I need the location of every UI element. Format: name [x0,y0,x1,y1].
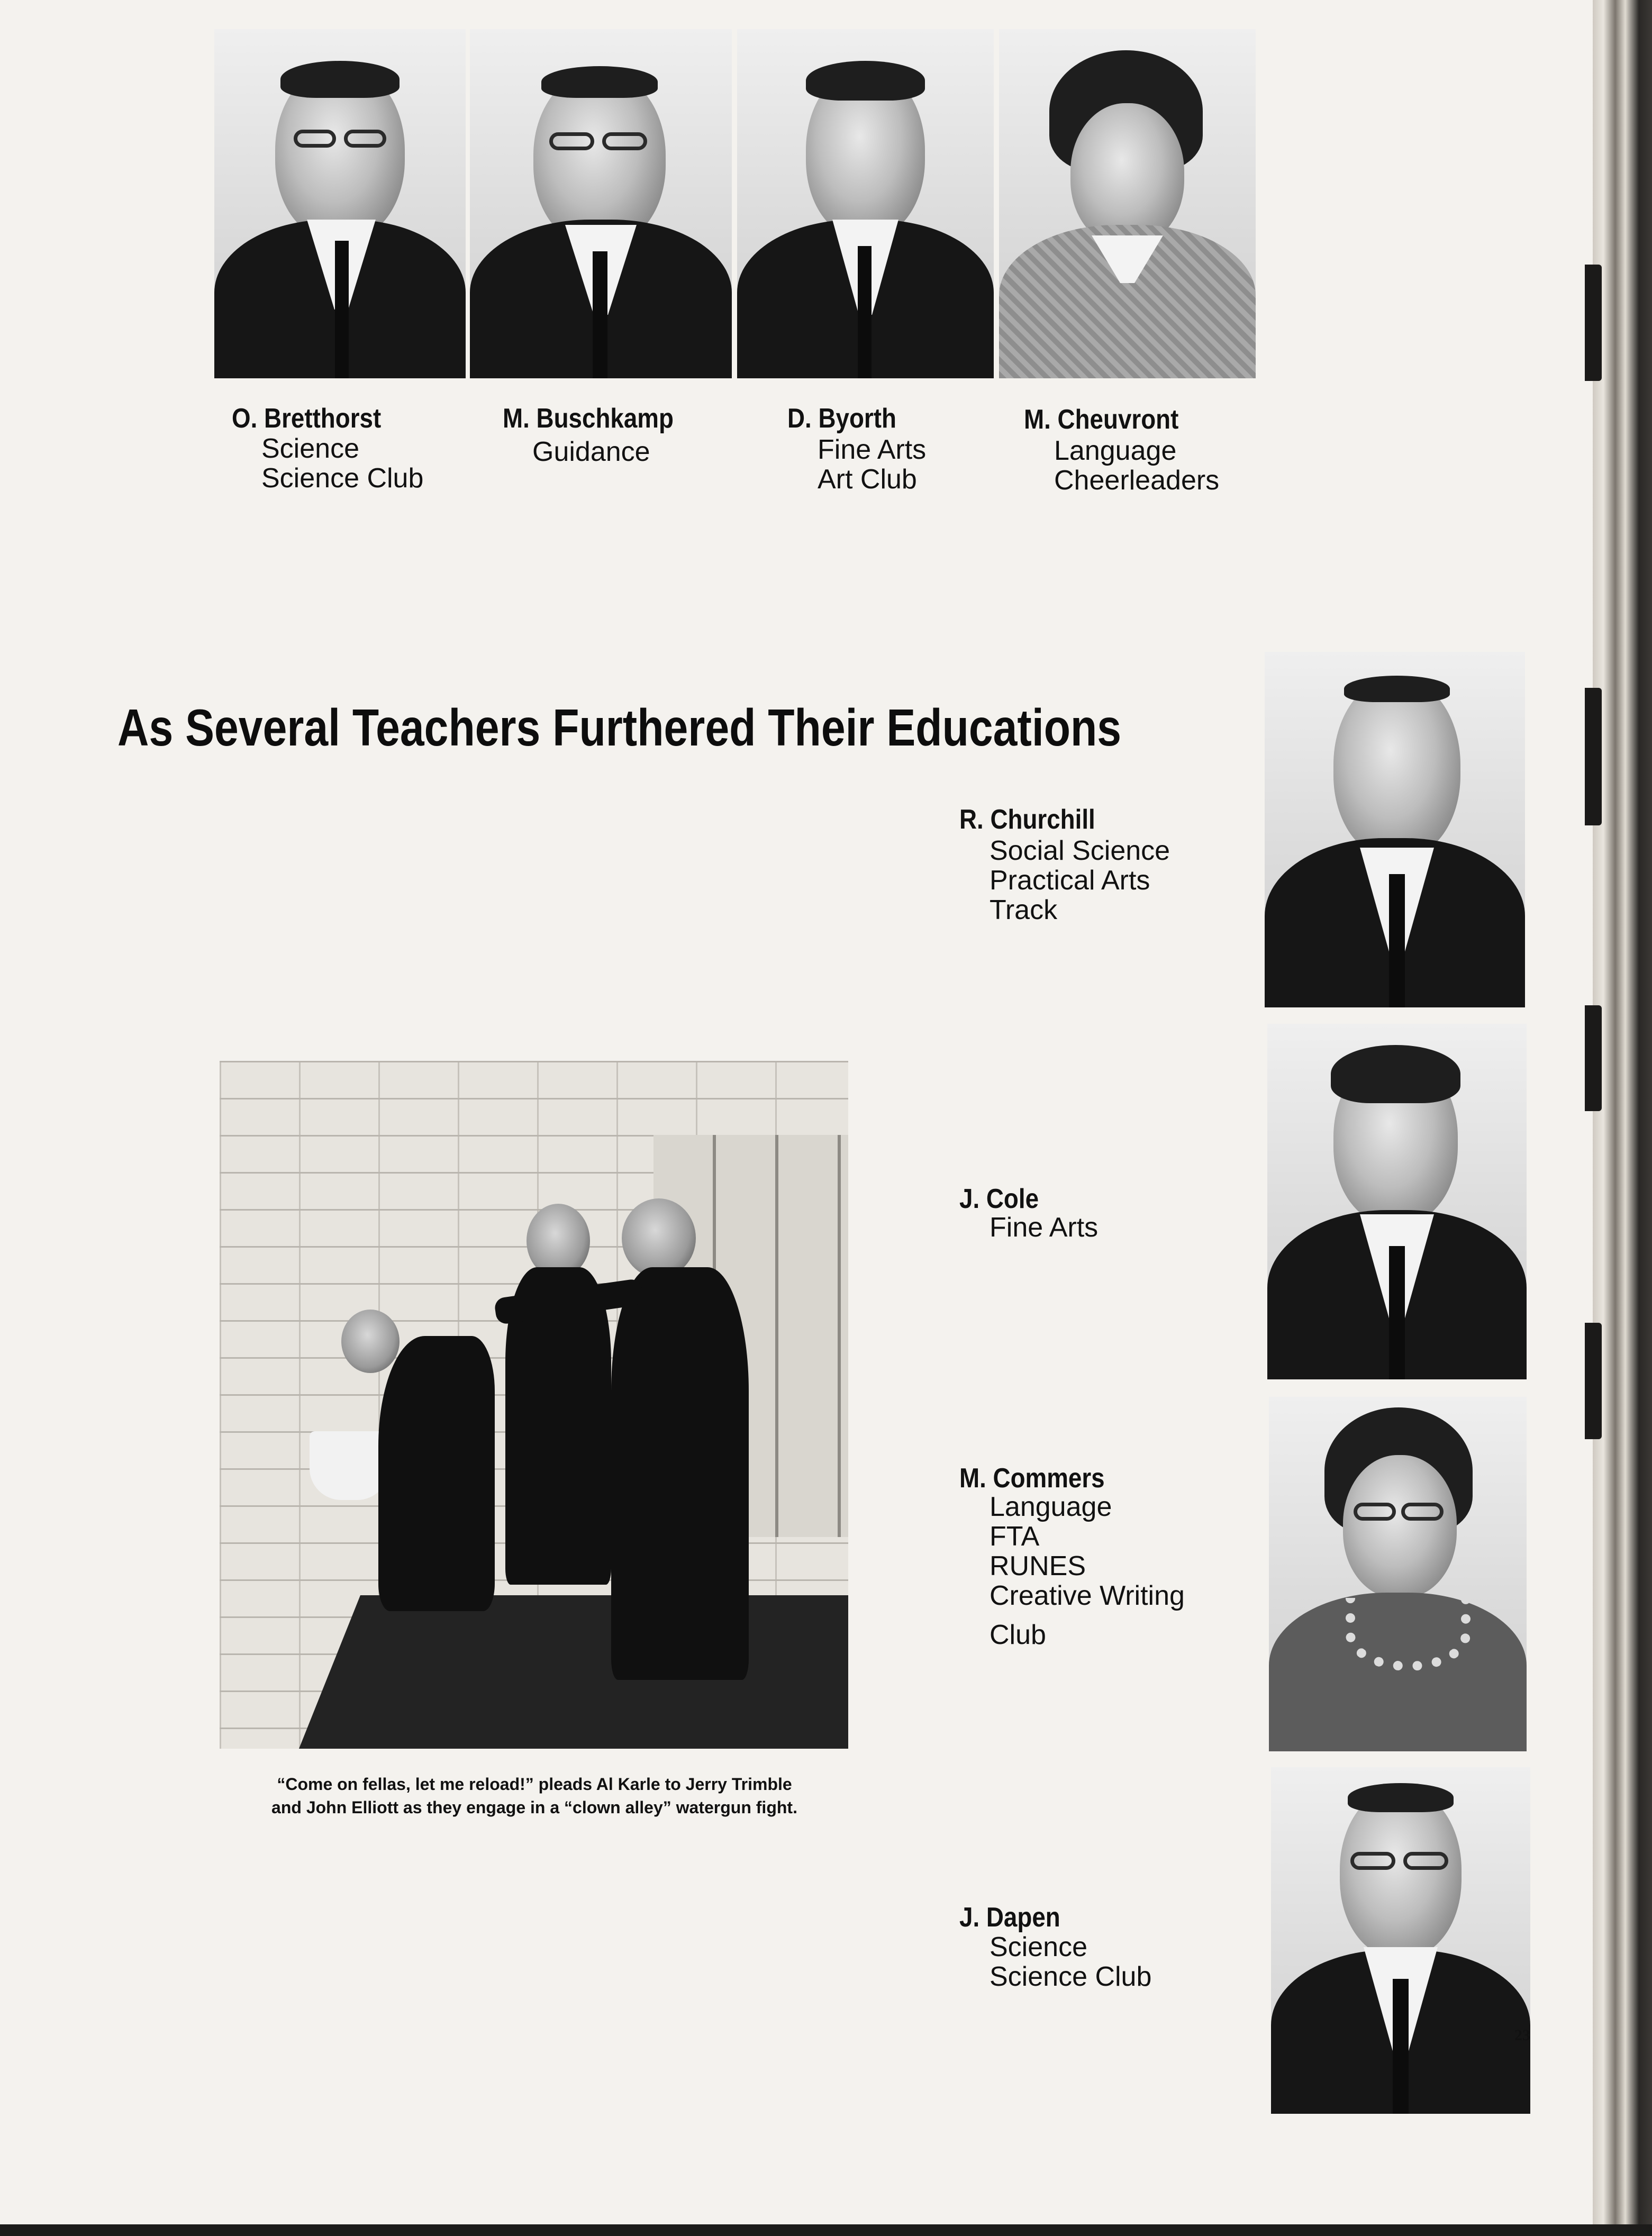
teacher-role: FTA [990,1521,1040,1552]
caption-line: “Come on fellas, let me reload!” pleads Al Karle to Jerry Trimble [277,1775,792,1794]
figure-body [611,1267,749,1680]
bottom-edge [0,2224,1652,2236]
floor-mat [299,1595,848,1749]
teacher-role: Science Club [261,463,424,494]
teacher-roles [990,1932,1151,1992]
page-tab-marker [1585,1323,1602,1439]
portrait-cheuvront [999,29,1256,378]
teacher-role: RUNES [990,1551,1086,1581]
portrait-buschkamp [470,29,732,378]
teacher-roles [818,435,926,494]
teacher-role: Language [990,1492,1112,1522]
teacher-name: D. Byorth [787,403,896,434]
teacher-role: Science Club [990,1961,1152,1992]
figure-body [378,1336,495,1611]
page-tab-marker [1585,1005,1602,1111]
figure-head [622,1198,696,1278]
portrait-churchill [1265,652,1525,1007]
figure-head [527,1204,590,1278]
teacher-name: M. Cheuvront [1024,404,1179,435]
teacher-roles [261,434,423,493]
photo-caption [217,1773,852,1819]
teacher-role: Fine Arts [818,434,927,465]
teacher-role: Creative Writing [990,1580,1185,1611]
portrait-bretthorst [214,29,466,378]
teacher-role: Guidance [532,437,650,467]
teacher-name: M. Commers [959,1463,1105,1494]
portrait-byorth [737,29,994,378]
teacher-roles [532,437,650,467]
teacher-role: Art Club [818,464,917,495]
teacher-name: J. Dapen [959,1902,1060,1933]
candid-watergun-photo [220,1061,848,1749]
page-tab-marker [1585,265,1602,381]
teacher-roles [990,1213,1098,1242]
page-number: 23 [1514,2026,1530,2044]
teacher-roles [1054,436,1219,495]
teacher-role: Social Science [990,835,1170,866]
teacher-roles [990,1492,1185,1650]
page-headline: As Several Teachers Furthered Their Educations [117,698,1122,757]
teacher-role: Track [990,895,1058,925]
teacher-name: R. Churchill [959,804,1095,835]
teacher-name: M. Buschkamp [503,403,674,434]
teacher-role: Practical Arts [990,865,1150,896]
teacher-role: Language [1054,435,1177,466]
teacher-roles [990,836,1170,925]
portrait-dapen [1271,1767,1530,2114]
teacher-role: Cheerleaders [1054,465,1220,496]
portrait-cole [1267,1024,1527,1379]
figure-head [341,1310,400,1373]
teacher-role: Club [990,1620,1046,1650]
page-tab-marker [1585,688,1602,825]
caption-line: and John Elliott as they engage in a “clown alley” watergun fight. [271,1798,797,1817]
teacher-role: Fine Arts [990,1212,1099,1243]
teacher-name: O. Bretthorst [232,403,382,434]
teacher-name: J. Cole [959,1184,1039,1214]
teacher-role: Science [990,1932,1087,1962]
drinking-fountain [310,1431,389,1500]
teacher-role: Science [261,433,359,464]
portrait-commers [1269,1397,1527,1751]
